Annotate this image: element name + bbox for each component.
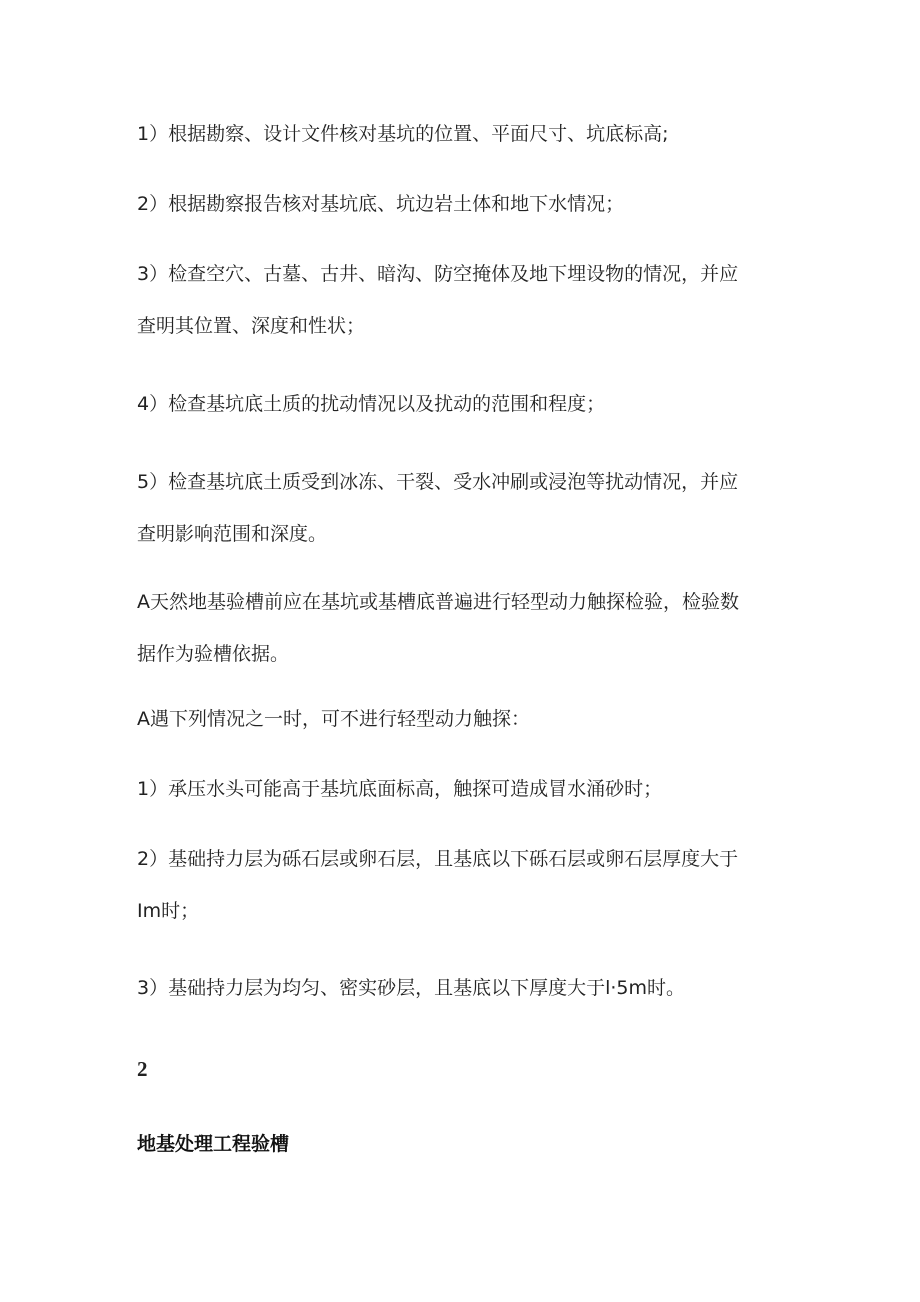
paragraph-line: Im时； (137, 900, 200, 922)
paragraph-natural-foundation (137, 576, 787, 680)
paragraph-item-1 (137, 108, 787, 160)
paragraph-line: 1）根据勘察、设计文件核对基坑的位置、平面尺寸、坑底标高; (137, 123, 669, 145)
paragraph-line: A天然地基验槽前应在基坑或基槽底普遍进行轻型动力触探检验，检验数 (137, 591, 739, 613)
paragraph-exception-3 (137, 962, 787, 1014)
paragraph-line: 查明影响范围和深度。 (137, 523, 328, 545)
paragraph-exceptions-intro (137, 693, 787, 745)
section-title: 地基处理工程验槽 (137, 1133, 290, 1155)
paragraph-line: 查明其位置、深度和性状； (137, 315, 366, 337)
paragraph-line: 1）承压水头可能高于基坑底面标高，触探可造成冒水涌砂时； (137, 778, 663, 800)
paragraph-item-4 (137, 378, 787, 430)
paragraph-line: 据作为验槽依据。 (137, 643, 290, 665)
paragraph-item-2 (137, 178, 787, 230)
paragraph-exception-1 (137, 763, 787, 815)
paragraph-line: 3）检查空穴、古墓、古井、暗沟、防空掩体及地下埋设物的情况，并应 (137, 263, 739, 285)
paragraph-exception-2 (137, 833, 787, 937)
paragraph-line: 5）检查基坑底土质受到冰冻、干裂、受水冲刷或浸泡等扰动情况，并应 (137, 471, 739, 493)
paragraph-line: A遇下列情况之一时，可不进行轻型动力触探： (137, 708, 530, 730)
paragraph-item-5 (137, 456, 787, 560)
paragraph-line: 3）基础持力层为均匀、密实砂层，且基底以下厚度大于l·5m时。 (137, 977, 686, 999)
paragraph-line: 4）检查基坑底土质的扰动情况以及扰动的范围和程度； (137, 393, 606, 415)
paragraph-line: 2）根据勘察报告核对基坑底、坑边岩土体和地下水情况； (137, 193, 625, 215)
paragraph-item-3 (137, 248, 787, 352)
section-number: 2 (137, 1057, 148, 1081)
paragraph-line: 2）基础持力层为砾石层或卵石层，且基底以下砾石层或卵石层厚度大于 (137, 848, 739, 870)
